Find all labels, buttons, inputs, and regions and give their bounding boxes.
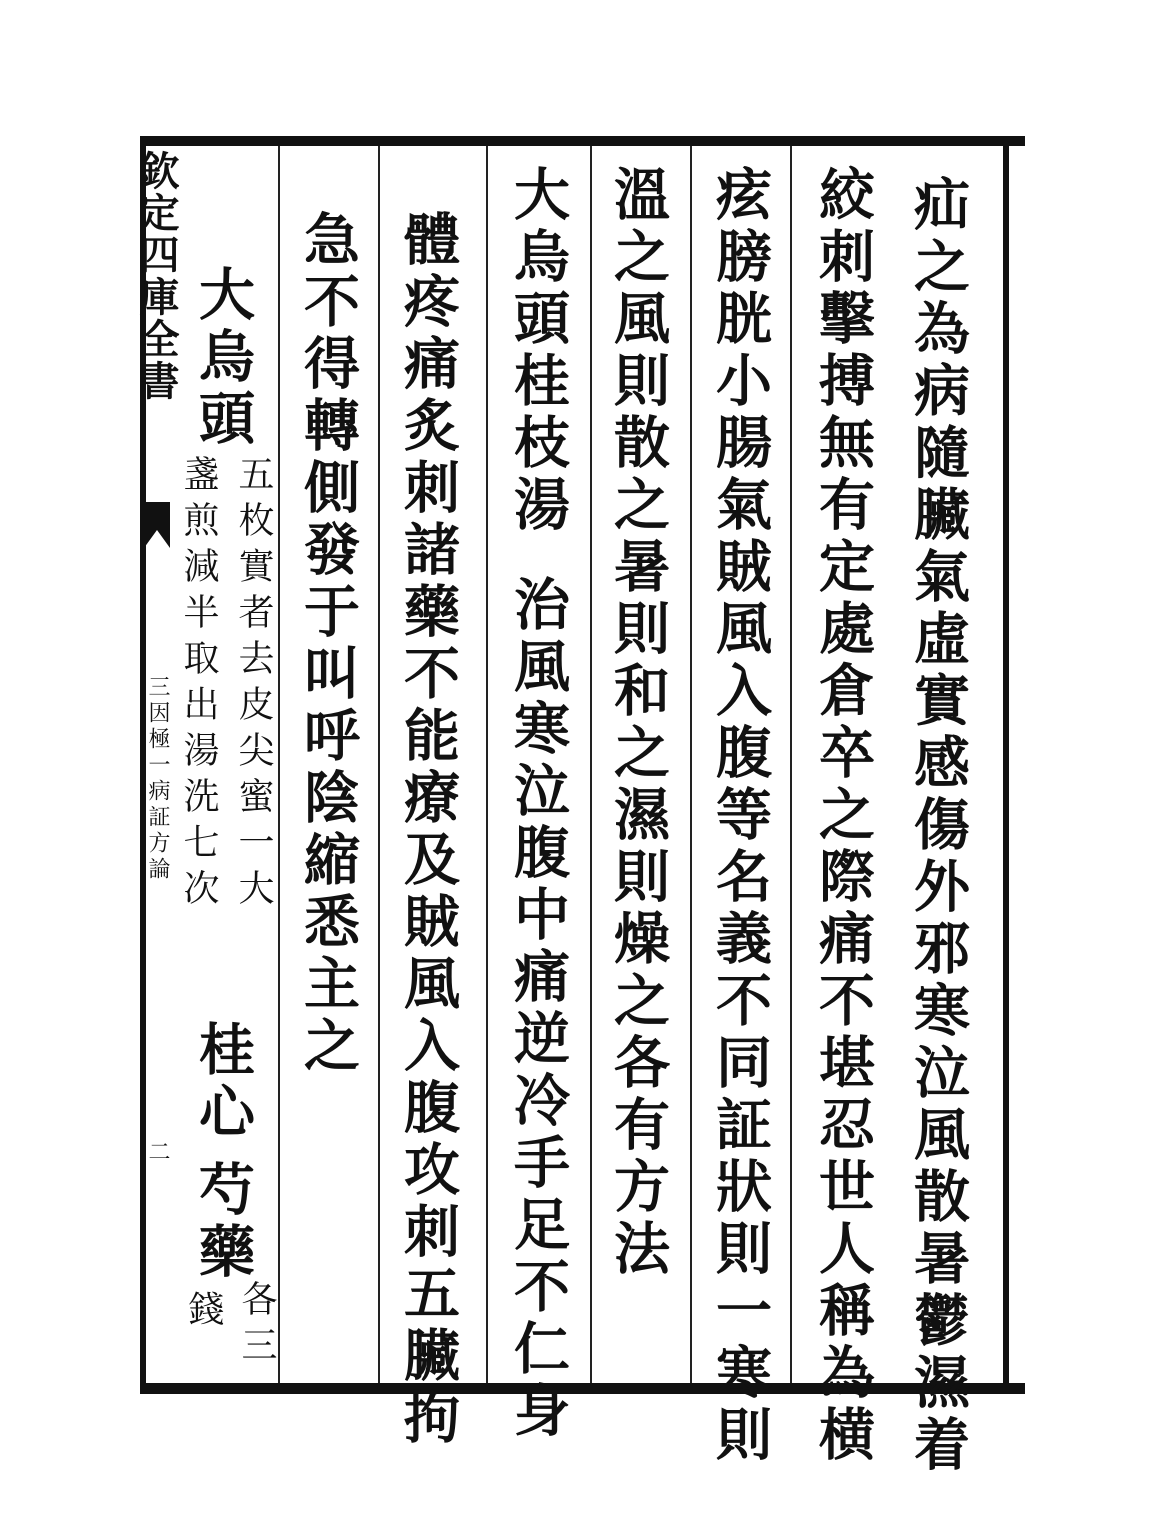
folio-number: 二 [145, 1140, 170, 1166]
column-divider [378, 146, 380, 1383]
text-column-4: 溫之風則散之暑則和之濕則燥之各有方法 [605, 165, 671, 1281]
text-column-2: 絞刺擊搏無有定處倉卒之際痛不堪忍世人稱為横 [810, 165, 876, 1467]
ingredient-dose-line-1: 各三 [236, 1280, 277, 1372]
column-divider [690, 146, 692, 1383]
column-divider [590, 146, 592, 1383]
running-title: 三因極一病証方論 [145, 675, 170, 883]
ingredient-note-line-2: 盞煎減半取出湯洗七次 [178, 455, 219, 915]
ingredient-name: 大烏頭 [190, 265, 256, 451]
header-margin-title: 欽定四庫全書 [133, 150, 180, 402]
ingredient-note-line-1: 五枚實者去皮尖蜜一大 [233, 455, 274, 915]
right-border-rule [1003, 136, 1009, 1394]
text-column-6: 體疼痛炙刺諸藥不能療及賊風入腹攻刺五臟拘 [395, 210, 461, 1450]
ingredient-dose-line-2: 錢 [183, 1290, 224, 1336]
text-column-7: 急不得轉側發于叫呼陰縮悉主之 [295, 210, 361, 1078]
fish-tail-mark-icon [142, 500, 172, 550]
ingredient-name: 桂心 [190, 1020, 256, 1144]
column-divider [790, 146, 792, 1383]
ingredient-name: 芍藥 [190, 1160, 256, 1284]
column-divider [486, 146, 488, 1383]
column-divider [278, 146, 280, 1383]
top-border-rule [140, 136, 1025, 146]
bottom-border-rule [140, 1383, 1025, 1394]
text-column-5: 治風寒泣腹中痛逆冷手足不仁身 [505, 575, 571, 1443]
text-column-1: 疝之為病隨臟氣虛實感傷外邪寒泣風散暑鬱濕着 [905, 175, 971, 1477]
prescription-title: 大烏頭桂枝湯 [505, 165, 571, 537]
text-column-3: 痃膀胱小腸氣賊風入腹等名義不同証狀則一寒則 [707, 165, 773, 1467]
